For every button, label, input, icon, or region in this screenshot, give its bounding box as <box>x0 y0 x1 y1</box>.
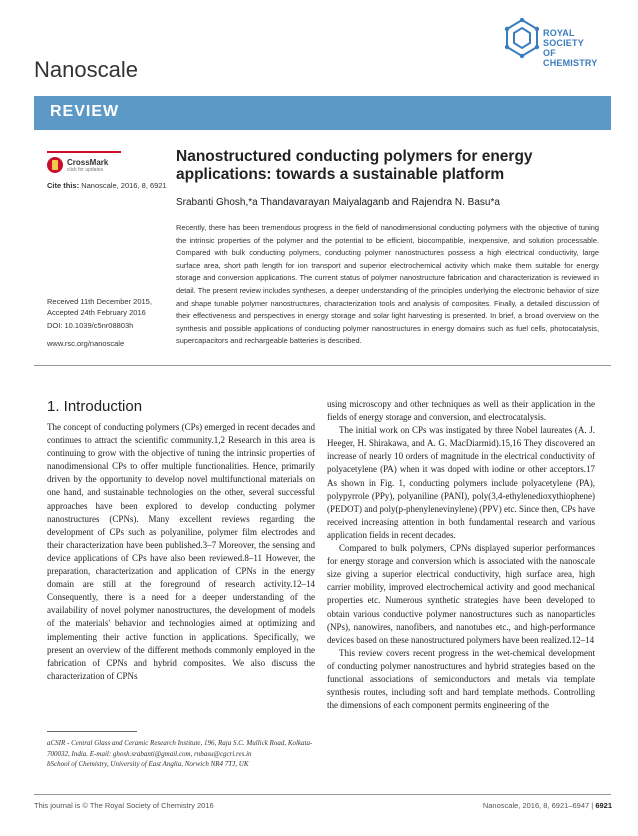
rsc-emblem-icon <box>503 18 541 62</box>
footer-citation: Nanoscale, 2016, 8, 6921–6947 <box>482 801 590 810</box>
accepted-date: Accepted 24th February 2016 <box>47 308 146 317</box>
footer-rule <box>34 794 611 795</box>
section-label: REVIEW <box>50 103 120 120</box>
dates <box>47 296 152 318</box>
abstract: Recently, there has been tremendous progress in the field of nanodimensional conducting polymers with the objective of tuning the intrinsic properties of the polymer and the potential to be efficient, biocompatible, inexpensive, and solution processable. Compared with bulk conducting polymers, conducting polymer nanostructures possess a high electrical conductivity, large surface area, short path length for ion transport and superior electrochemical activity which make them suitable for energy storage and conversion applications. The current status of polymer nanostructure fabrication and characterization is reviewed in detail. The present review includes syntheses, a deeper understanding of the principles underlying the electronic behavior of size and shape tunable polymer nanostructures, characterization tools and analysis of composites. Finally, a detailed discussion of their effectiveness and perspectives in energy storage and solar light harvesting is presented. In brief, a broad overview on the synthesis and possible applications of conducting polymer nanostructures in energy domains such as fuel cells, photocatalysis, supercapacitors and rechargeable batteries is described. <box>176 223 599 346</box>
title-line-1: Nanostructured conducting polymers for energy <box>176 148 533 165</box>
page-number: 6921 <box>595 801 612 810</box>
section-band <box>34 96 611 130</box>
footnote-b: bSchool of Chemistry, University of East Anglia, Norwich NR4 7TJ, UK <box>47 760 249 768</box>
footnote-a: aCSIR - Central Glass and Ceramic Research Institute, 196, Raja S.C. Mullick Road, Kolkata-700032, India. E-mail: ghosh.srabanti@gmail.com, rnbasu@cgcri.res.in <box>47 739 313 758</box>
section-heading: 1. Introduction <box>47 398 143 415</box>
journal-name: Nanoscale <box>34 57 138 82</box>
column-left <box>47 421 315 683</box>
paragraph: This review covers recent progress in the wet-chemical development of conducting polymer nanostructures and hybrid strategies based on the functional associations of semiconductors and metals via template synthesis routes, including soft and hard template methods. Controlling the dimensions of each component permits engineering of the <box>327 647 595 711</box>
rsc-logo[interactable] <box>503 18 613 68</box>
doi-link[interactable]: DOI: 10.1039/c5nr08803h <box>47 321 134 330</box>
title-line-2: applications: towards a sustainable platform <box>176 166 505 183</box>
paragraph: using microscopy and other techniques as well as their application in the fields of energy storage and conversion, and electrocatalysis. <box>327 399 595 423</box>
crossmark-button[interactable] <box>47 151 121 176</box>
footer-copyright: This journal is © The Royal Society of Chemistry 2016 <box>34 801 214 810</box>
authors: Srabanti Ghosh,*a Thandavarayan Maiyalaganb and Rajendra N. Basu*a <box>176 197 500 208</box>
rsc-logo-line2: OF CHEMISTRY <box>543 48 598 68</box>
crossmark-label: CrossMark <box>67 157 109 167</box>
paragraph: Compared to bulk polymers, CPNs displayed superior performances for energy storage and conversion which is associated with the nanoscale size giving a superior electrical conductivity, high surface area, high carrier mobility, improved electrochemical activity and good mechanical properties etc. Numerous synthetic strategies have been developed to obtain various conductive polymer nanostructures such as nanoparticles (NPs), nanowires, nanofibers, and nanotubes etc., and high-performance devices based on these nanostructured polymers have been realized.12–14 <box>327 543 595 645</box>
footer-reference: Nanoscale, 2016, 8, 6921–6947 | 6921 <box>482 801 612 810</box>
cite-text: Nanoscale, 2016, 8, 6921 <box>81 181 167 190</box>
website-link[interactable]: www.rsc.org/nanoscale <box>47 339 125 348</box>
footnote-rule <box>47 731 137 732</box>
cite-label: Cite this: <box>47 181 80 190</box>
citation <box>47 181 167 190</box>
crossmark-icon <box>47 157 63 173</box>
divider <box>34 365 611 366</box>
paragraph: The initial work on CPs was instigated by three Nobel laureates (A. J. Heeger, H. Shirakawa, and A. G. MacDiarmid).15,16 They discovered an increase of nearly 10 orders of magnitude in the electrical conductivity of polyacetylene (PA) when it was doped with iodine or other acceptors.17 As shown in Fig. 1, conducting polymers include polyacetylene (PA), polypyrrole (PPy), polyaniline (PANI), poly(3,4-ethylenedioxythiophene) (PEDOT) and poly(p-phenylenevinylene) (PPV) etc. Since then, CPs have received increasing attention in both fundamental research and various application fields in recent decades. <box>327 425 595 540</box>
received-date: Received 11th December 2015, <box>47 297 152 306</box>
column-right <box>327 398 595 712</box>
crossmark-sub: click for updates <box>67 166 104 173</box>
rsc-logo-line1: ROYAL SOCIETY <box>543 28 584 48</box>
article-title <box>176 148 596 184</box>
affiliations <box>47 738 315 770</box>
rsc-logo-text <box>543 28 613 68</box>
paragraph: The concept of conducting polymers (CPs) emerged in recent decades and continues to attract the scientific community.1,2 Research in this area is continuing to grow with the objective of tuning the intrinsic properties of nanodimensional CPs to offer multiple functionalities. Hence, primarily driven by the opportunity to develop novel multifunctional materials on one hand, and sustainable technologies on the other, several successful approaches have been explored to develop conducting polymer nanostructures (CPNs). Many excellent reviews regarding the development of CPs such as polyaniline, polymer film electrodes and their characterization have been published.3–7 Moreover, the sensing and device applications of CPs have also been reviewed.8–11 However, the preparation, characterization and application of CPNs in the energy domain are still at the foreground of research activity.12–14 Consequently, there is a need for a deeper understanding of the availability of novel polymer nanostructures, the development of models of the materials' behavior and technologies aimed at optimizing and implementing their active function in applications. Specifically, we present an overview of the different methods commonly employed in the fabrication of CPNs and hybrid composites. We also discuss the characterization of CPNs <box>47 422 315 681</box>
